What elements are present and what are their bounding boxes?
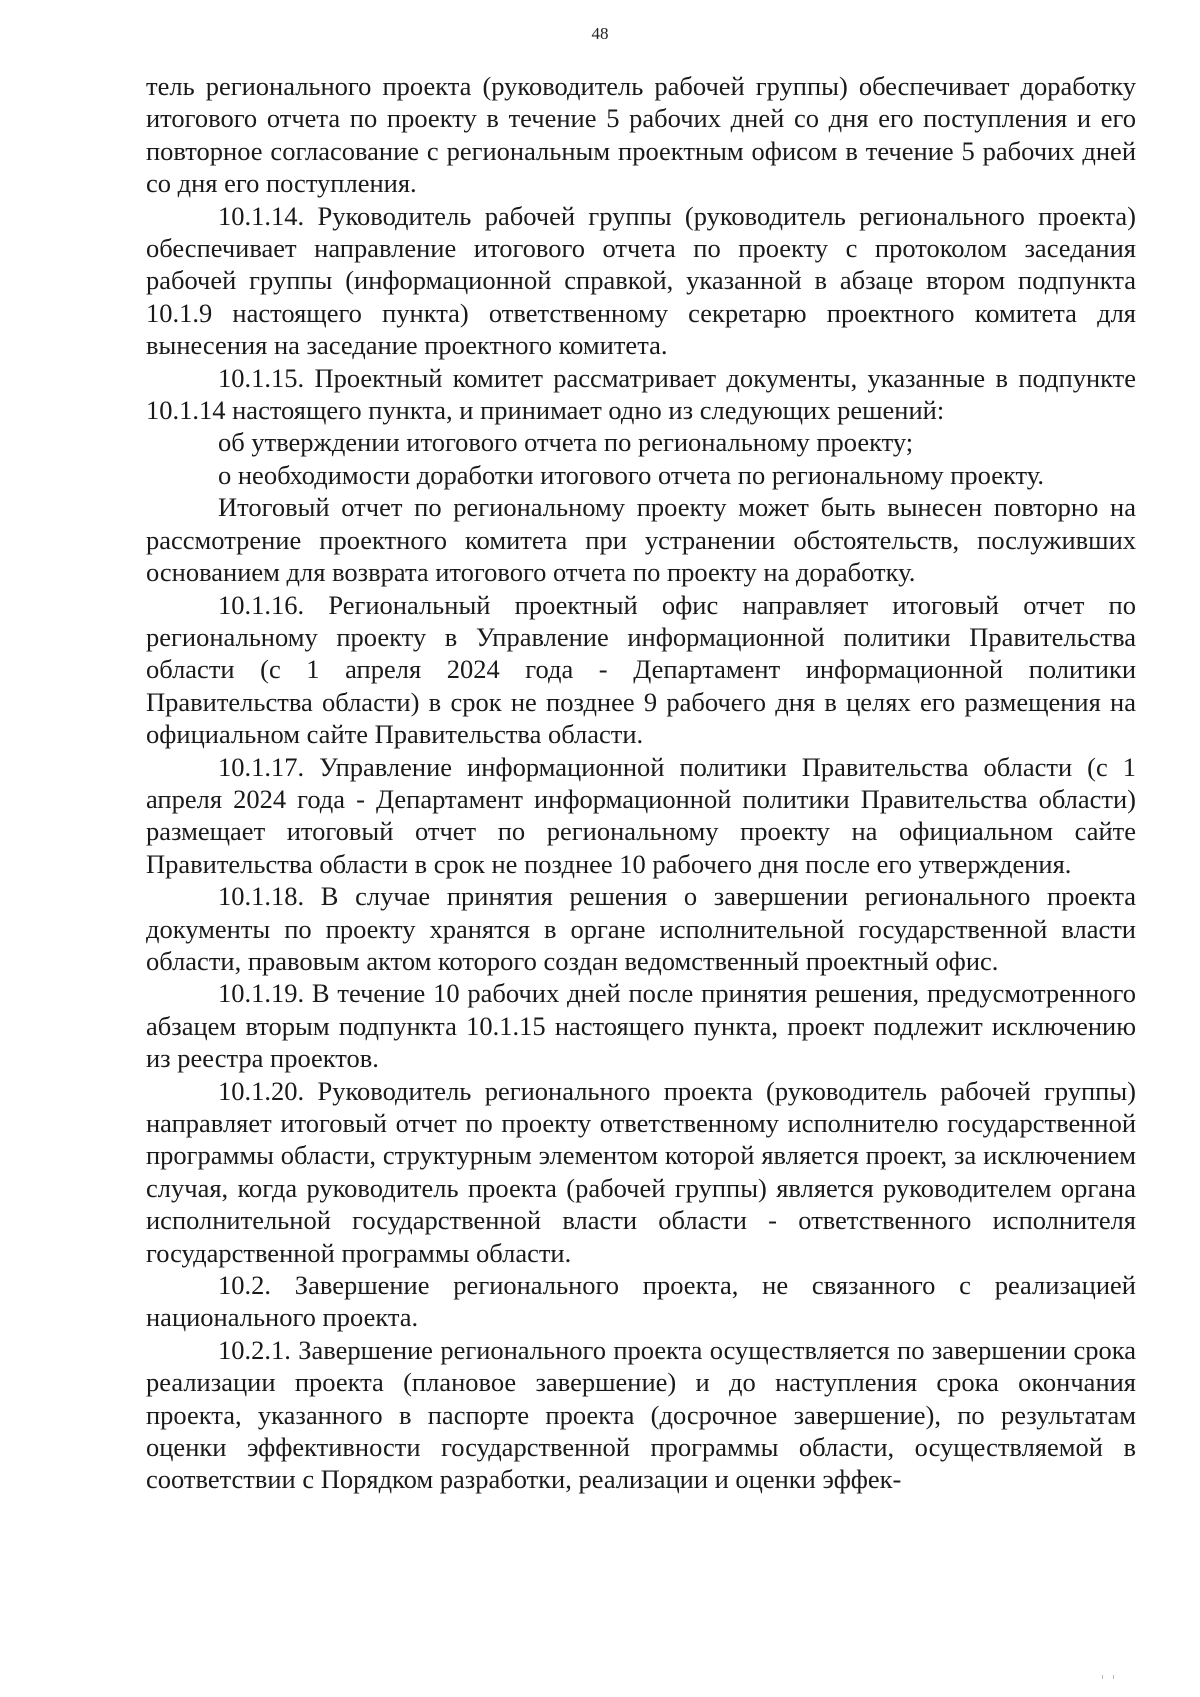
paragraph-10-2-1: 10.2.1. Завершение регионального проекта осуществляется по завершении срока реализации проекта (плановое завершение) и до наступления срока окончания проекта, указанного в паспорте проекта (досрочное завершение), по результатам оценки эффективности государственной программы области, осуществляемой в соответствии с Порядком разработки, реализации и оценки эффек- xyxy=(146,1334,1136,1495)
paragraph-10-1-18: 10.1.18. В случае принятия решения о завершении регионального проекта документы по проекту хранятся в органе исполнительной государственной власти области, правовым актом которого создан ведомственный проектный офис. xyxy=(146,881,1136,976)
paragraph-10-1-16: 10.1.16. Региональный проектный офис направляет итоговый отчет по региональному проекту в Управление информационной политики Правительства области (с 1 апреля 2024 года - Департамент информационной политики Правительства области) в срок не позднее 9 рабочего дня в целях его размещения на официальном сайте Правительства области. xyxy=(146,589,1136,750)
paragraph-10-2: 10.2. Завершение регионального проекта, не связанного с реализацией национального проекта. xyxy=(146,1270,1136,1333)
scan-artifact xyxy=(1102,1675,1114,1679)
body-text xyxy=(146,70,1136,1496)
paragraph-10-1-19: 10.1.19. В течение 10 рабочих дней после принятия решения, предусмотренного абзацем вторым подпункта 10.1.15 настоящего пункта, проект подлежит исключению из реестра проектов. xyxy=(146,978,1136,1074)
paragraph-10-1-14: 10.1.14. Руководитель рабочей группы (руководитель регионального проекта) обеспечивает направление итогового отчета по проекту с протоколом заседания рабочей группы (информационной справкой, указанной в абзаце втором подпункта 10.1.9 настоящего пункта) ответственному секретарю проектного комитета для вынесения на заседание проектного комитета. xyxy=(146,200,1136,361)
paragraph-10-1-20: 10.1.20. Руководитель регионального проекта (руководитель рабочей группы) направляет итоговый отчет по проекту ответственному исполнителю государственной программы области, структурным элементом которой является проект, за исключением случая, когда руководитель проекта (рабочей группы) является руководителем органа исполнительной государственной власти области - ответственного исполнителя государственной программы области. xyxy=(146,1075,1136,1268)
decision-option-revise: о необходимости доработки итогового отчета по региональному проекту. xyxy=(218,459,1044,490)
paragraph-continuation: тель регионального проекта (руководитель рабочей группы) обеспечивает доработку итогового отчета по проекту в течение 5 рабочих дней со дня его поступления и его повторное согласование с региональным проектным офисом в течение 5 рабочих дней со дня его поступления. xyxy=(146,71,1136,199)
paragraph-10-1-15: 10.1.15. Проектный комитет рассматривает документы, указанные в подпункте 10.1.14 настоящего пункта, и принимает одно из следующих решений: xyxy=(146,362,1136,426)
page-number: 48 xyxy=(591,24,609,43)
paragraph-10-1-17: 10.1.17. Управление информационной политики Правительства области (с 1 апреля 2024 года - Департамент информационной политики Правительства области) размещает итоговый отчет по региональному проекту на официальном сайте Правительства области в срок не позднее 10 рабочего дня после его утверждения. xyxy=(146,751,1136,879)
paragraph-resubmission: Итоговый отчет по региональному проекту может быть вынесен повторно на рассмотрение проектного комитета при устранении обстоятельств, послуживших основанием для возврата итогового отчета по проекту на доработку. xyxy=(146,492,1136,588)
decision-option-approve: об утверждении итогового отчета по региональному проекту; xyxy=(218,427,914,458)
